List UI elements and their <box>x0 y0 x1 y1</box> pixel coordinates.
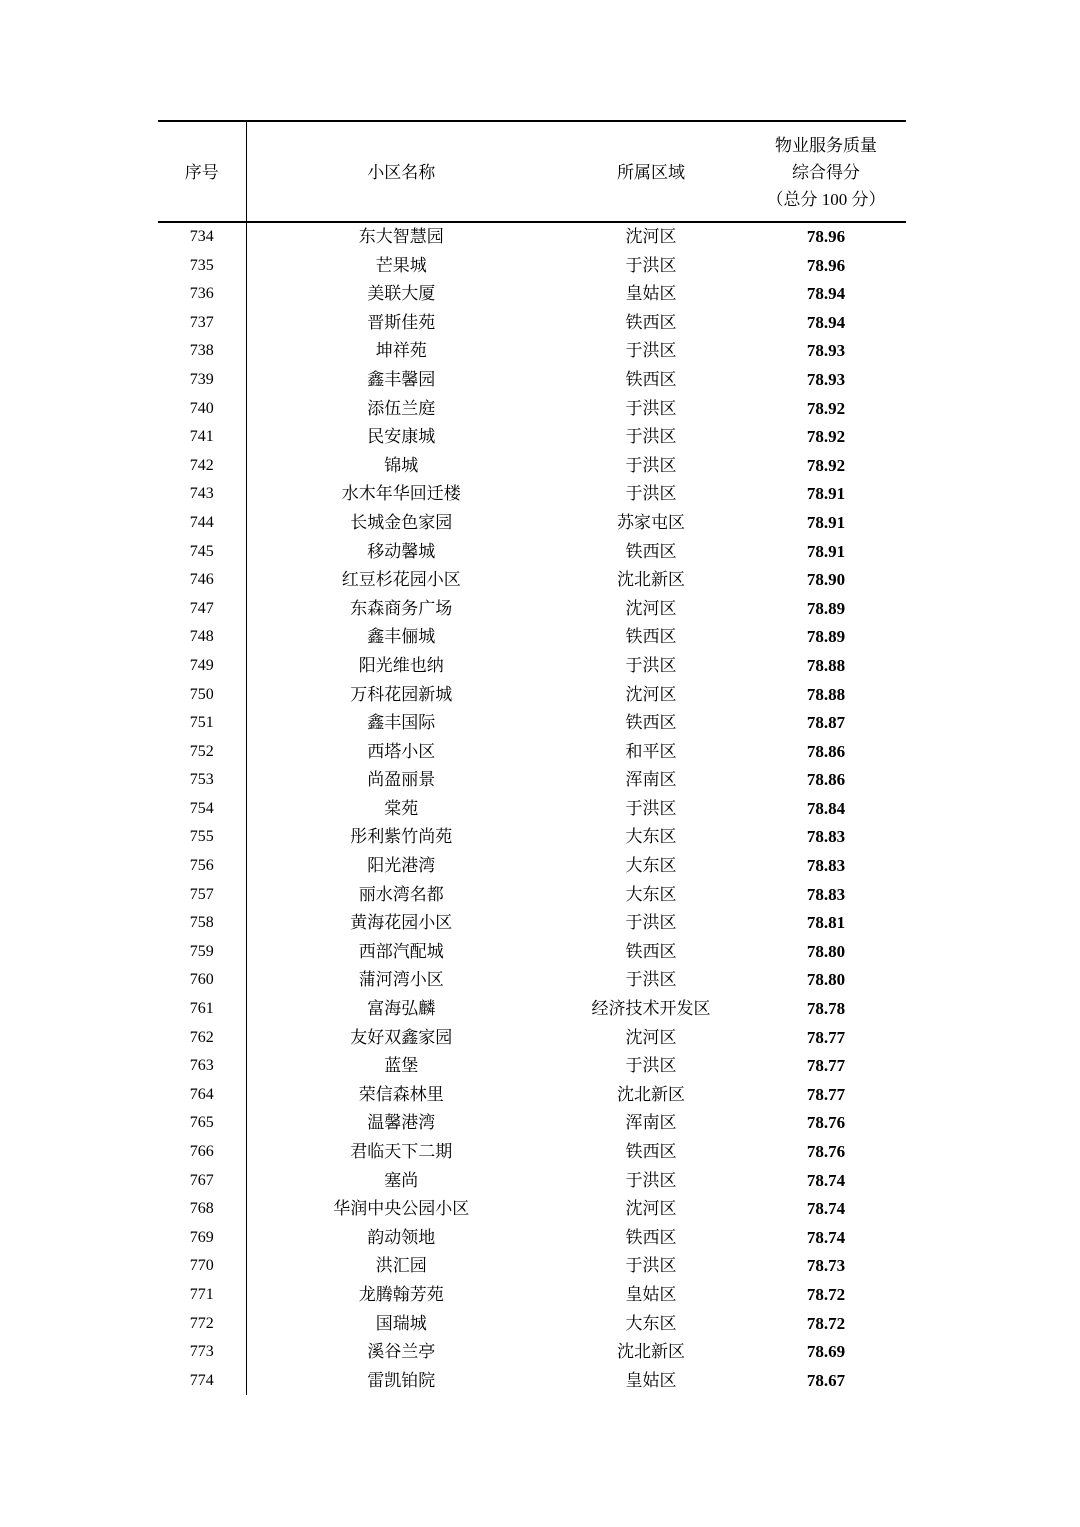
cell-district: 沈北新区 <box>617 1084 685 1104</box>
cell-score: 78.81 <box>806 913 846 933</box>
cell-score: 78.88 <box>806 684 846 704</box>
cell-index: 742 <box>158 452 246 481</box>
table-row <box>158 1024 906 1053</box>
cell-index: 734 <box>158 222 246 252</box>
cell-score: 78.94 <box>806 284 846 304</box>
table-row <box>158 909 906 938</box>
cell-district: 大东区 <box>625 884 677 904</box>
table-row <box>158 1081 906 1110</box>
cell-score: 78.73 <box>806 1256 846 1276</box>
cell-district: 于洪区 <box>625 1056 677 1076</box>
cell-district: 于洪区 <box>625 255 677 275</box>
cell-district: 铁西区 <box>625 713 677 733</box>
cell-district: 大东区 <box>625 827 677 847</box>
cell-district: 铁西区 <box>625 541 677 561</box>
cell-community-name: 棠苑 <box>384 798 419 818</box>
cell-district: 和平区 <box>625 741 677 761</box>
cell-index: 745 <box>158 538 246 567</box>
cell-community-name: 国瑞城 <box>375 1313 427 1333</box>
cell-score: 78.92 <box>806 427 846 447</box>
cell-district: 浑南区 <box>625 770 677 790</box>
cell-community-name: 西部汽配城 <box>358 941 444 961</box>
cell-index: 762 <box>158 1024 246 1053</box>
cell-index: 735 <box>158 252 246 281</box>
cell-score: 78.94 <box>806 312 846 332</box>
cell-district: 沈河区 <box>625 227 677 246</box>
cell-community-name: 民安康城 <box>367 427 436 447</box>
cell-community-name: 阳光维也纳 <box>358 655 444 675</box>
cell-score: 78.86 <box>806 741 846 761</box>
cell-community-name: 东大智慧园 <box>358 227 444 246</box>
cell-district: 经济技术开发区 <box>591 999 711 1019</box>
cell-index: 751 <box>158 709 246 738</box>
cell-district: 于洪区 <box>625 455 677 475</box>
cell-community-name: 水木年华回迁楼 <box>341 484 461 504</box>
cell-district: 苏家屯区 <box>617 512 685 532</box>
cell-community-name: 华润中央公园小区 <box>333 1199 470 1219</box>
table-row <box>158 423 906 452</box>
table-row <box>158 1138 906 1167</box>
column-header-score-line3: （总分 100 分） <box>766 190 886 209</box>
cell-score: 78.80 <box>806 970 846 990</box>
table-row <box>158 852 906 881</box>
cell-district: 铁西区 <box>625 1227 677 1247</box>
cell-score: 78.74 <box>806 1227 846 1247</box>
cell-index: 755 <box>158 823 246 852</box>
cell-community-name: 阳光港湾 <box>367 856 436 876</box>
table-row <box>158 1367 906 1396</box>
cell-index: 752 <box>158 738 246 767</box>
cell-community-name: 晋斯佳苑 <box>367 312 436 332</box>
cell-score: 78.78 <box>806 999 846 1019</box>
cell-index: 737 <box>158 309 246 338</box>
cell-score: 78.91 <box>806 541 846 561</box>
cell-score: 78.86 <box>806 770 846 790</box>
cell-score: 78.77 <box>806 1027 846 1047</box>
cell-index: 738 <box>158 337 246 366</box>
cell-district: 于洪区 <box>625 970 677 990</box>
cell-score: 78.93 <box>806 341 846 361</box>
cell-index: 765 <box>158 1109 246 1138</box>
cell-index: 772 <box>158 1310 246 1339</box>
cell-index: 771 <box>158 1281 246 1310</box>
cell-score: 78.72 <box>806 1313 846 1333</box>
cell-score: 78.83 <box>806 856 846 876</box>
table-row <box>158 795 906 824</box>
column-header-name: 小区名称 <box>246 121 556 222</box>
cell-index: 749 <box>158 652 246 681</box>
cell-community-name: 温馨港湾 <box>367 1113 436 1133</box>
cell-district: 于洪区 <box>625 427 677 447</box>
column-header-index: 序号 <box>158 121 246 222</box>
cell-community-name: 移动馨城 <box>367 541 436 561</box>
cell-community-name: 黄海花园小区 <box>350 913 453 933</box>
table-header-row <box>158 121 906 222</box>
cell-district: 于洪区 <box>625 398 677 418</box>
cell-district: 铁西区 <box>625 312 677 332</box>
table-row <box>158 566 906 595</box>
cell-community-name: 长城金色家园 <box>350 512 453 532</box>
cell-district: 于洪区 <box>625 798 677 818</box>
cell-score: 78.83 <box>806 884 846 904</box>
table-row <box>158 595 906 624</box>
cell-community-name: 万科花园新城 <box>350 684 453 704</box>
cell-district: 于洪区 <box>625 341 677 361</box>
cell-district: 铁西区 <box>625 941 677 961</box>
cell-index: 736 <box>158 280 246 309</box>
cell-index: 753 <box>158 766 246 795</box>
cell-score: 78.83 <box>806 827 846 847</box>
cell-score: 78.91 <box>806 512 846 532</box>
table-row <box>158 395 906 424</box>
table-row <box>158 1338 906 1367</box>
table-row <box>158 623 906 652</box>
table-row <box>158 452 906 481</box>
cell-index: 768 <box>158 1195 246 1224</box>
cell-district: 沈北新区 <box>617 570 685 590</box>
cell-index: 757 <box>158 881 246 910</box>
table-row <box>158 995 906 1024</box>
cell-community-name: 美联大厦 <box>367 284 436 304</box>
cell-score: 78.92 <box>806 398 846 418</box>
column-header-score-line2: 综合得分 <box>792 163 860 182</box>
cell-score: 78.92 <box>806 455 846 475</box>
cell-district: 铁西区 <box>625 627 677 647</box>
cell-index: 763 <box>158 1052 246 1081</box>
cell-community-name: 西塔小区 <box>367 741 436 761</box>
cell-community-name: 溪谷兰亭 <box>367 1342 436 1362</box>
table-body <box>158 222 906 1395</box>
table-row <box>158 1224 906 1253</box>
cell-community-name: 鑫丰俪城 <box>367 627 436 647</box>
cell-index: 764 <box>158 1081 246 1110</box>
cell-community-name: 荣信森林里 <box>358 1084 444 1104</box>
cell-district: 于洪区 <box>625 655 677 675</box>
table-row <box>158 1281 906 1310</box>
table-row <box>158 938 906 967</box>
cell-score: 78.77 <box>806 1056 846 1076</box>
cell-index: 744 <box>158 509 246 538</box>
cell-index: 774 <box>158 1367 246 1396</box>
table-row <box>158 823 906 852</box>
cell-score: 78.72 <box>806 1284 846 1304</box>
cell-community-name: 蓝堡 <box>384 1056 419 1076</box>
cell-district: 浑南区 <box>625 1113 677 1133</box>
cell-score: 78.76 <box>806 1113 846 1133</box>
table-row <box>158 337 906 366</box>
cell-score: 78.77 <box>806 1084 846 1104</box>
cell-community-name: 红豆杉花园小区 <box>341 570 461 590</box>
table-row <box>158 709 906 738</box>
table-row <box>158 222 906 252</box>
cell-community-name: 坤祥苑 <box>375 341 427 361</box>
cell-score: 78.84 <box>806 798 846 818</box>
cell-community-name: 鑫丰馨园 <box>367 369 436 389</box>
cell-community-name: 东森商务广场 <box>350 598 453 618</box>
cell-index: 767 <box>158 1167 246 1196</box>
cell-index: 761 <box>158 995 246 1024</box>
cell-district: 皇姑区 <box>625 1370 677 1390</box>
table-header <box>158 121 906 222</box>
table-row <box>158 366 906 395</box>
table-row <box>158 1195 906 1224</box>
table-row <box>158 252 906 281</box>
cell-district: 大东区 <box>625 856 677 876</box>
table-row <box>158 1052 906 1081</box>
cell-district: 于洪区 <box>625 484 677 504</box>
cell-score: 78.69 <box>806 1342 846 1362</box>
cell-community-name: 鑫丰国际 <box>367 713 436 733</box>
cell-district: 铁西区 <box>625 369 677 389</box>
cell-community-name: 洪汇园 <box>375 1256 427 1276</box>
cell-score: 78.88 <box>806 655 846 675</box>
cell-score: 78.90 <box>806 570 846 590</box>
cell-community-name: 添伍兰庭 <box>367 398 436 418</box>
cell-district: 于洪区 <box>625 913 677 933</box>
cell-score: 78.89 <box>806 627 846 647</box>
cell-index: 773 <box>158 1338 246 1367</box>
cell-district: 沈河区 <box>625 1027 677 1047</box>
table-row <box>158 480 906 509</box>
cell-community-name: 丽水湾名都 <box>358 884 444 904</box>
cell-district: 沈河区 <box>625 684 677 704</box>
cell-community-name: 芒果城 <box>375 255 427 275</box>
cell-index: 743 <box>158 480 246 509</box>
property-score-table <box>158 120 906 1395</box>
column-header-area: 所属区域 <box>556 121 746 222</box>
cell-score: 78.91 <box>806 484 846 504</box>
cell-score: 78.80 <box>806 941 846 961</box>
cell-district: 沈河区 <box>625 1199 677 1219</box>
cell-score: 78.67 <box>806 1370 846 1390</box>
cell-community-name: 龙腾翰芳苑 <box>358 1284 444 1304</box>
table-row <box>158 766 906 795</box>
cell-district: 铁西区 <box>625 1142 677 1161</box>
cell-score: 78.93 <box>806 369 846 389</box>
cell-district: 于洪区 <box>625 1256 677 1276</box>
cell-score: 78.74 <box>806 1199 846 1219</box>
cell-score: 78.87 <box>806 713 846 733</box>
cell-index: 758 <box>158 909 246 938</box>
cell-district: 沈河区 <box>625 598 677 618</box>
cell-index: 741 <box>158 423 246 452</box>
cell-index: 746 <box>158 566 246 595</box>
cell-district: 沈北新区 <box>617 1342 685 1362</box>
cell-score: 78.74 <box>806 1170 846 1190</box>
cell-community-name: 尚盈丽景 <box>367 770 436 790</box>
cell-community-name: 富海弘麟 <box>367 999 436 1019</box>
table-row <box>158 509 906 538</box>
cell-index: 739 <box>158 366 246 395</box>
cell-community-name: 蒲河湾小区 <box>358 970 444 990</box>
column-header-score-line1: 物业服务质量 <box>775 136 877 155</box>
cell-index: 740 <box>158 395 246 424</box>
cell-index: 770 <box>158 1252 246 1281</box>
table-row <box>158 1109 906 1138</box>
cell-index: 769 <box>158 1224 246 1253</box>
property-score-table-container <box>158 120 906 1395</box>
table-row <box>158 1310 906 1339</box>
cell-index: 754 <box>158 795 246 824</box>
cell-community-name: 锦城 <box>384 455 419 475</box>
cell-score: 78.89 <box>806 598 846 618</box>
cell-index: 756 <box>158 852 246 881</box>
table-row <box>158 652 906 681</box>
cell-community-name: 韵动领地 <box>367 1227 436 1247</box>
cell-index: 759 <box>158 938 246 967</box>
cell-index: 750 <box>158 681 246 710</box>
cell-score: 78.76 <box>806 1142 846 1161</box>
table-row <box>158 280 906 309</box>
cell-community-name: 君临天下二期 <box>350 1142 453 1161</box>
table-row <box>158 738 906 767</box>
cell-district: 皇姑区 <box>625 1284 677 1304</box>
table-row <box>158 966 906 995</box>
table-row <box>158 309 906 338</box>
table-row <box>158 881 906 910</box>
cell-index: 748 <box>158 623 246 652</box>
cell-community-name: 彤利紫竹尚苑 <box>350 827 453 847</box>
cell-district: 皇姑区 <box>625 284 677 304</box>
cell-index: 766 <box>158 1138 246 1167</box>
cell-index: 760 <box>158 966 246 995</box>
cell-score: 78.96 <box>806 255 846 275</box>
cell-score: 78.96 <box>806 227 846 246</box>
cell-community-name: 雷凯铂院 <box>367 1370 436 1390</box>
cell-district: 于洪区 <box>625 1170 677 1190</box>
table-row <box>158 1252 906 1281</box>
cell-index: 747 <box>158 595 246 624</box>
column-header-score <box>746 121 906 222</box>
cell-district: 大东区 <box>625 1313 677 1333</box>
table-row <box>158 681 906 710</box>
cell-community-name: 友好双鑫家园 <box>350 1027 453 1047</box>
table-row <box>158 1167 906 1196</box>
table-row <box>158 538 906 567</box>
cell-community-name: 塞尚 <box>384 1170 419 1190</box>
